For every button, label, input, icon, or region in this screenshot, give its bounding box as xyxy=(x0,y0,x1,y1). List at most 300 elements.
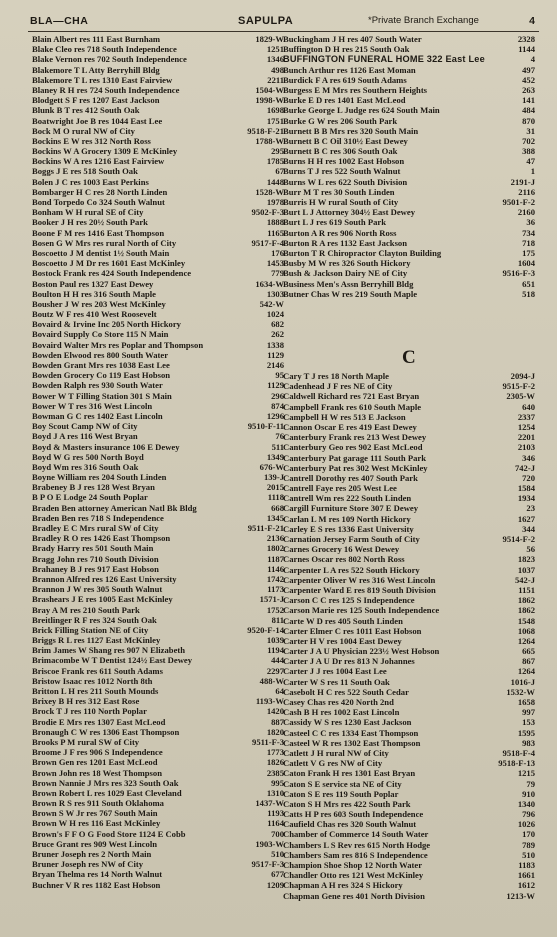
listing-phone: 796 xyxy=(522,809,535,820)
listing-entry xyxy=(32,808,284,818)
listing-entry xyxy=(283,197,535,207)
listing-phone: 452 xyxy=(522,74,535,85)
listing-phone: 2146 xyxy=(266,360,284,370)
listing-entry xyxy=(283,95,535,105)
listing-name: Bruner Joseph res NW of City xyxy=(32,859,144,870)
listing-entry xyxy=(283,789,535,799)
listing-phone: 1173 xyxy=(267,584,284,595)
listing-name: Burke G W res 206 South Park xyxy=(283,115,398,126)
listing-entry xyxy=(32,421,284,431)
listing-entry xyxy=(283,677,535,687)
listing-phone: 1658 xyxy=(517,697,535,707)
listing-name: Boyne William res 204 South Linden xyxy=(32,472,167,483)
listing-name: Burnett B C Oil 310½ East Dewey xyxy=(283,135,408,146)
listing-entry xyxy=(32,543,284,553)
listing-phone: 95 xyxy=(275,370,284,381)
listing-entry xyxy=(283,34,535,44)
listing-name: Bousher J W res 203 West McKinley xyxy=(32,298,166,309)
listing-entry xyxy=(32,564,284,574)
listing-name: Bockins W A Grocery 1309 E McKinley xyxy=(32,146,178,157)
listing-entry xyxy=(32,482,284,492)
listing-entry xyxy=(283,758,535,768)
listing-name: Burris H W rural South of City xyxy=(283,197,399,207)
listing-entry xyxy=(283,544,535,554)
listing-phone: 175 xyxy=(522,247,535,258)
listing-entry xyxy=(32,666,284,676)
listing-name: Blakemore T L Atty Berryhill Bldg xyxy=(32,64,160,75)
listing-phone: 1437-W xyxy=(255,798,284,809)
listing-phone: 2094-J xyxy=(510,371,535,381)
listing-phone: 718 xyxy=(522,237,535,248)
listing-phone: 346 xyxy=(522,452,535,463)
listing-name: Bock M O rural NW of City xyxy=(32,125,135,136)
listing-name: Burdick F A res 619 South Adams xyxy=(283,74,407,85)
listing-phone: 9517-F-3 xyxy=(251,859,284,870)
listing-entry xyxy=(32,717,284,727)
listing-phone: 1661 xyxy=(517,870,535,881)
listing-phone: 983 xyxy=(522,737,535,748)
listing-entry xyxy=(283,156,535,166)
listing-name: Buffington D H res 215 South Oak xyxy=(283,44,410,55)
listing-entry xyxy=(32,829,284,839)
listing-name: Carnes Grocery 16 West Dewey xyxy=(283,544,400,555)
listing-entry xyxy=(283,891,535,901)
listing-name: Caldwell Richard res 721 East Bryan xyxy=(283,391,420,402)
listing-phone: 1978 xyxy=(266,197,284,207)
listing-phone: 9511-F-3 xyxy=(252,736,284,747)
listing-phone: 2211 xyxy=(267,74,284,85)
listing-phone: 910 xyxy=(522,788,535,799)
listing-entry xyxy=(283,503,535,513)
listing-phone: 1571-J xyxy=(259,594,284,605)
city-title: SAPULPA xyxy=(238,15,294,27)
listing-entry xyxy=(283,840,535,850)
listing-phone: 995 xyxy=(271,777,284,788)
listing-phone: 874 xyxy=(271,400,284,411)
listing-phone: 682 xyxy=(271,319,284,330)
listing-name: Caton S H Mrs res 422 South Park xyxy=(283,798,411,809)
listing-entry xyxy=(32,156,284,166)
listing-phone: 1773 xyxy=(266,747,284,758)
listing-phone: 1 xyxy=(530,166,535,177)
right-column-b-listings xyxy=(283,34,535,299)
listing-entry xyxy=(283,646,535,656)
listing-phone: 2305-W xyxy=(506,391,535,402)
listing-phone: 702 xyxy=(522,135,535,146)
listing-entry xyxy=(283,279,535,289)
listing-entry xyxy=(32,554,284,564)
listing-name: Bowman G C res 1402 East Lincoln xyxy=(32,410,163,421)
listing-name: Boutz W F res 410 West Roosevelt xyxy=(32,309,157,320)
listing-name: Brashears J E res 1005 East McKinley xyxy=(32,594,173,605)
listing-name: Broome J F res 906 S Independence xyxy=(32,747,163,758)
listing-name: Burton T R Chiropractor Clayton Building xyxy=(283,247,442,258)
listing-entry xyxy=(283,728,535,738)
listing-name: Campbell H W res 513 E Jackson xyxy=(283,411,406,422)
listing-phone: 720 xyxy=(522,472,535,483)
listing-entry xyxy=(283,85,535,95)
listing-entry xyxy=(32,706,284,716)
listing-entry xyxy=(283,554,535,564)
listing-entry xyxy=(283,605,535,615)
listing-phone: 2337 xyxy=(517,411,535,422)
listing-name: Boatwright Joe B res 1044 East Lee xyxy=(32,115,163,126)
listing-entry xyxy=(32,788,284,798)
listing-phone: 1584 xyxy=(517,483,535,494)
listing-phone: 1862 xyxy=(517,605,535,616)
listing-name: Burke E D res 1401 East McLeod xyxy=(283,95,406,106)
listing-entry xyxy=(32,268,284,278)
listing-entry xyxy=(32,391,284,401)
listing-name: Champion Shoe Shop 12 North Water xyxy=(283,860,423,870)
listing-entry xyxy=(283,829,535,839)
listing-phone: 9501-F-2 xyxy=(502,197,535,207)
listing-entry xyxy=(32,594,284,604)
listing-phone: 1595 xyxy=(517,727,535,738)
listing-entry xyxy=(32,299,284,309)
listing-name: Carnation Jersey Farm South of City xyxy=(283,534,420,544)
listing-name: Brooks P M rural SW of City xyxy=(32,736,140,747)
listing-entry xyxy=(32,798,284,808)
listing-name: Casebolt H C res 522 South Cedar xyxy=(283,686,409,697)
listing-phone: 1802 xyxy=(266,543,284,554)
listing-phone: 1144 xyxy=(518,44,535,55)
listing-phone: 47 xyxy=(526,156,535,167)
listing-entry xyxy=(32,431,284,441)
listing-name: Bradley E C Mrs rural SW of City xyxy=(32,523,159,533)
listing-entry xyxy=(32,523,284,533)
listing-entry xyxy=(283,768,535,778)
listing-entry xyxy=(32,34,284,44)
listing-phone: 23 xyxy=(526,503,535,514)
listing-phone: 1788-W xyxy=(255,135,284,146)
listing-phone: 1345 xyxy=(266,512,284,523)
listing-entry xyxy=(32,615,284,625)
listing-name: Brannon J W res 305 South Walnut xyxy=(32,584,163,595)
listing-entry xyxy=(32,696,284,706)
listing-phone: 2385 xyxy=(266,767,284,778)
listing-entry xyxy=(32,442,284,452)
listing-name: Caufield Chas res 320 South Walnut xyxy=(283,819,417,830)
listing-entry xyxy=(32,116,284,126)
listing-phone: 9515-F-2 xyxy=(502,381,535,392)
listing-phone: 1024 xyxy=(266,309,284,320)
listing-name: Carpenter Oliver W res 316 West Lincoln xyxy=(283,574,436,585)
listing-name: Brahaney B J res 917 East Hobson xyxy=(32,563,159,574)
listing-name: Burt L J Attorney 304½ East Dewey xyxy=(283,207,415,218)
listing-name: Brick Filling Station NE of City xyxy=(32,624,149,635)
listing-phone: 1528-W xyxy=(255,186,284,197)
listing-name: Bower W T Filling Station 301 S Main xyxy=(32,390,172,401)
listing-phone: 1338 xyxy=(266,339,284,350)
listing-entry xyxy=(32,329,284,339)
listing-name: Burgess E M Mrs res Southern Heights xyxy=(283,84,428,95)
listing-phone: 498 xyxy=(271,64,284,75)
listing-name: Chamber of Commerce 14 South Water xyxy=(283,829,429,840)
listing-entry xyxy=(283,534,535,544)
listing-entry xyxy=(283,44,535,54)
listing-entry xyxy=(283,289,535,299)
listing-entry xyxy=(32,635,284,645)
listing-phone: 1346 xyxy=(266,54,284,65)
listing-entry xyxy=(32,645,284,655)
listing-phone: 4 xyxy=(530,54,535,65)
listing-name: Canterbury Frank res 213 West Dewey xyxy=(283,432,427,443)
listing-name: Chandler Otto res 121 West McKinley xyxy=(283,870,424,881)
listing-name: Cash B H res 1002 East Lincoln xyxy=(283,707,400,718)
listing-entry xyxy=(283,595,535,605)
listing-phone: 651 xyxy=(522,278,535,289)
listing-name: Burns H H res 1002 East Hobson xyxy=(283,156,405,167)
listing-entry xyxy=(32,818,284,828)
listing-name: Boone F M res 1416 East Thompson xyxy=(32,227,165,238)
listing-entry xyxy=(32,279,284,289)
listing-name: Blain Albert res 111 East Burnham xyxy=(32,34,161,44)
listing-name: Briscoe Frank res 611 South Adams xyxy=(32,665,163,676)
listing-name: Bowden Grant Mrs res 1038 East Lee xyxy=(32,360,170,370)
listing-phone: 1752 xyxy=(266,604,284,615)
listing-phone: 141 xyxy=(522,95,535,106)
listing-entry xyxy=(32,44,284,54)
listing-phone: 262 xyxy=(271,329,284,340)
listing-name: Carpenter Ward E res 819 South Division xyxy=(283,584,436,595)
listing-entry xyxy=(283,238,535,248)
listing-phone: 76 xyxy=(275,431,284,442)
listing-entry xyxy=(283,75,535,85)
listing-name: Carter J A U Dr res 813 N Johannes xyxy=(283,656,415,667)
listing-name: Carson C C res 125 S Independence xyxy=(283,595,415,606)
listing-phone: 1448 xyxy=(266,176,284,187)
listing-phone: 1193-W xyxy=(255,696,284,707)
listing-entry xyxy=(283,666,535,676)
listing-name: Cargill Furniture Store 307 E Dewey xyxy=(283,503,419,514)
listing-entry xyxy=(32,350,284,360)
listing-name: Britton L H res 211 South Mounds xyxy=(32,686,159,696)
listing-entry xyxy=(32,319,284,329)
listing-name: Boggs J E res 518 South Oak xyxy=(32,166,138,177)
listing-name: Carpenter L A res 522 South Hickory xyxy=(283,564,420,575)
listing-phone: 1209 xyxy=(266,879,284,890)
listing-phone: 2297 xyxy=(266,665,284,676)
listing-name: Cary T J res 18 North Maple xyxy=(283,371,389,381)
listing-phone: 1349 xyxy=(266,451,284,462)
listing-name: B P O E Lodge 24 South Poplar xyxy=(32,492,148,503)
listing-phone: 1785 xyxy=(266,156,284,167)
listing-entry xyxy=(32,605,284,615)
listing-phone: 997 xyxy=(522,707,535,718)
listing-entry xyxy=(283,860,535,870)
listing-phone: 668 xyxy=(271,502,284,513)
listing-name: Blake Cleo res 718 South Independence xyxy=(32,44,177,55)
listing-phone: 9520-F-14 xyxy=(247,624,284,635)
listing-phone: 9502-F-3 xyxy=(251,207,284,218)
listing-phone: 789 xyxy=(522,839,535,850)
listing-entry xyxy=(283,371,535,381)
listing-phone: 811 xyxy=(271,614,284,625)
listing-phone: 56 xyxy=(526,544,535,555)
listing-entry xyxy=(32,727,284,737)
listing-name: Burnett B C res 306 South Oak xyxy=(283,146,398,157)
listing-name: Bovaird Walter Mrs res Poplar and Thompson xyxy=(32,339,204,350)
listing-phone: 1213-W xyxy=(506,890,535,901)
listing-phone: 1751 xyxy=(266,115,284,126)
listing-phone: 1310 xyxy=(266,787,284,798)
listing-phone: 1548 xyxy=(517,615,535,626)
listing-name: Caton Frank H res 1301 East Bryan xyxy=(283,768,416,779)
listing-entry xyxy=(32,85,284,95)
listing-phone: 1903-W xyxy=(255,838,284,849)
listing-entry xyxy=(283,116,535,126)
listing-name: Buckingham J H res 407 South Water xyxy=(283,34,422,44)
listing-phone: 1183 xyxy=(518,860,535,870)
listing-entry xyxy=(32,655,284,665)
listing-name: Chambers L S Rev res 615 North Hodge xyxy=(283,839,431,850)
listing-entry xyxy=(283,228,535,238)
listing-name: Boulton H H res 316 South Maple xyxy=(32,288,156,299)
listing-entry xyxy=(32,768,284,778)
listing-phone: 1264 xyxy=(517,666,535,677)
listing-phone: 488-W xyxy=(259,675,284,686)
listing-name: Buchner V R res 1182 East Hobson xyxy=(32,879,161,890)
listing-name: Brown R S res 911 South Oklahoma xyxy=(32,798,164,809)
listing-name: Bristow Isaac res 1012 North 8th xyxy=(32,675,153,686)
listing-name: Chambers Sam res 816 S Independence xyxy=(283,849,428,860)
listing-name: Carte W D res 405 South Linden xyxy=(283,615,403,626)
listing-entry xyxy=(32,228,284,238)
listing-entry xyxy=(32,360,284,370)
listing-name: Brown John res 18 West Thompson xyxy=(32,767,162,778)
listing-entry xyxy=(283,146,535,156)
listing-entry xyxy=(283,391,535,401)
listing-entry xyxy=(283,207,535,217)
listing-entry xyxy=(283,687,535,697)
listing-phone: 1627 xyxy=(517,513,535,524)
listing-phone: 676-W xyxy=(259,461,284,472)
listing-name: Boyd W G res 500 North Boyd xyxy=(32,451,144,462)
listing-phone: 1829-W xyxy=(255,34,284,44)
listing-entry xyxy=(283,473,535,483)
listing-name: Brabeney B J res 128 West Bryan xyxy=(32,482,155,493)
listing-entry xyxy=(32,849,284,859)
listing-entry xyxy=(32,146,284,156)
listing-entry xyxy=(32,166,284,176)
listing-phone: 1251 xyxy=(266,44,284,55)
listing-name: Bruner Joseph res 2 North Main xyxy=(32,849,152,859)
listing-phone: 1118 xyxy=(267,492,284,503)
listing-entry xyxy=(32,737,284,747)
listing-entry xyxy=(32,625,284,635)
listing-entry xyxy=(32,747,284,757)
listing-phone: 1612 xyxy=(517,880,535,891)
listing-name: Carlan L M res 109 North Hickory xyxy=(283,513,411,524)
listing-entry xyxy=(283,656,535,666)
listing-name: Cantrell Dorothy res 407 South Park xyxy=(283,472,418,483)
listing-entry xyxy=(283,166,535,176)
listing-phone: 64 xyxy=(275,686,284,696)
listing-name: Carter H V res 1004 East Dewey xyxy=(283,635,402,646)
listing-name: Bovaird & Irvine Inc 205 North Hickory xyxy=(32,319,181,330)
listing-name: Carter J J res 1004 East Lee xyxy=(283,666,387,677)
listing-name: Bonham W H rural SE of City xyxy=(32,207,144,218)
listing-entry xyxy=(283,717,535,727)
listing-entry xyxy=(283,697,535,707)
listing-entry xyxy=(283,585,535,595)
listing-name: Breitlinger R F res 324 South Oak xyxy=(32,614,157,625)
listing-name: Briggs R L res 1127 East McKinley xyxy=(32,635,161,646)
listing-entry xyxy=(32,513,284,523)
listing-name: Bruce Grant res 909 West Lincoln xyxy=(32,838,158,849)
listing-name: Bush & Jackson Dairy NE of City xyxy=(283,268,408,279)
listing-entry xyxy=(32,778,284,788)
listing-entry xyxy=(32,65,284,75)
listing-entry xyxy=(283,463,535,473)
listing-name: Brown W H res 116 East McKinley xyxy=(32,818,161,829)
listing-entry xyxy=(283,738,535,748)
listing-name: BUFFINGTON FUNERAL HOME 322 East Lee xyxy=(283,54,485,65)
listing-entry xyxy=(32,859,284,869)
listing-name: Bunch Arthur res 1126 East Moman xyxy=(283,64,416,75)
listing-phone: 9518-F-21 xyxy=(247,125,284,136)
listing-entry xyxy=(283,850,535,860)
listing-name: Catts H P res 603 South Independence xyxy=(283,809,424,820)
listing-name: Bradley R O res 1426 East Thompson xyxy=(32,533,171,544)
listing-phone: 1862 xyxy=(517,595,535,606)
listing-name: Cannon Oscar E res 419 East Dewey xyxy=(283,421,417,432)
section-letter-heading: C xyxy=(402,347,416,368)
listing-name: Carley E S res 1336 East University xyxy=(283,523,414,534)
listing-entry xyxy=(283,248,535,258)
listing-entry xyxy=(32,452,284,462)
listing-phone: 1826 xyxy=(266,757,284,768)
listing-phone: 887 xyxy=(271,716,284,727)
listing-name: Carter Elmer C res 1011 East Hobson xyxy=(283,625,422,636)
listing-phone: 170 xyxy=(522,829,535,840)
listing-name: Burns T J res 522 South Walnut xyxy=(283,166,401,177)
listing-entry xyxy=(283,616,535,626)
listing-phone: 1296 xyxy=(266,410,284,421)
listing-entry xyxy=(283,748,535,758)
listing-entry xyxy=(283,422,535,432)
listing-entry xyxy=(32,197,284,207)
listing-phone: 79 xyxy=(526,778,535,789)
listing-name: Carter W S res 11 South Oak xyxy=(283,676,390,687)
listing-name: Bovaird Supply Co Store 115 N Main xyxy=(32,329,169,340)
listing-entry xyxy=(32,105,284,115)
listing-entry xyxy=(32,289,284,299)
listing-phone: 444 xyxy=(271,655,284,666)
listing-entry xyxy=(32,533,284,543)
listing-phone: 2160 xyxy=(517,207,535,218)
listing-phone: 510 xyxy=(522,849,535,860)
listing-phone: 1254 xyxy=(517,421,535,432)
listing-name: Bowden Grocery Co 119 East Hobson xyxy=(32,370,171,381)
listing-entry xyxy=(283,575,535,585)
listing-name: Bockins E W res 312 North Ross xyxy=(32,135,151,146)
listing-entry xyxy=(283,381,535,391)
listing-phone: 388 xyxy=(522,146,535,157)
listing-name: Burke George L Judge res 624 South Main xyxy=(283,105,440,116)
listing-name: Brock T J res 110 North Poplar xyxy=(32,706,147,717)
listing-entry xyxy=(32,584,284,594)
listing-phone: 9516-F-3 xyxy=(502,268,535,279)
listing-name: Bombarger H C res 28 North Linden xyxy=(32,186,168,197)
listing-phone: 296 xyxy=(271,390,284,401)
listing-name: Bragg John res 710 South Division xyxy=(32,553,159,564)
listing-phone: 1504-W xyxy=(255,84,284,95)
listing-phone: 139-J xyxy=(263,472,284,483)
listing-name: Bower W T res 316 West Lincoln xyxy=(32,400,153,411)
listing-entry xyxy=(32,238,284,248)
